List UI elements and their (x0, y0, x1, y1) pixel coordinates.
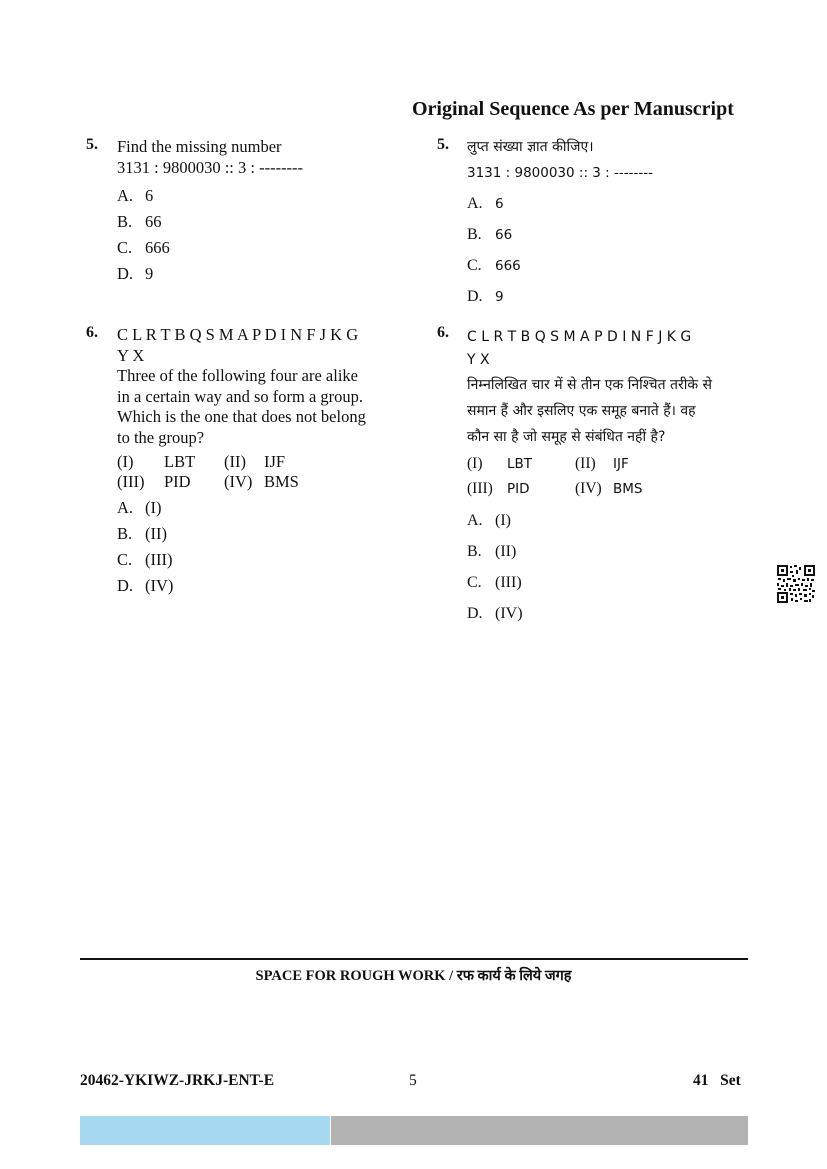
question-line: in a certain way and so form a group. (117, 386, 364, 406)
item-iii: (III) PID (117, 472, 191, 491)
question-line: Which is the one that does not belong (117, 407, 366, 426)
item-iv: (IV) BMS (575, 480, 643, 497)
item-iv: (IV) BMS (224, 472, 299, 491)
page-title: Original Sequence As per Manuscript (412, 98, 734, 120)
letter-series-line-2: Y X (117, 345, 145, 365)
option-b[interactable]: B. 66 (117, 212, 162, 231)
option-b[interactable]: B. 66 (467, 226, 513, 243)
question-prompt: Find the missing number (117, 137, 282, 156)
question-text (117, 324, 407, 448)
question-line: कौन सा है जो समूह से संबंधित नहीं है? (467, 429, 666, 445)
option-a[interactable]: A. (I) (117, 498, 162, 517)
letter-series-line-2: Y X (467, 352, 490, 368)
question-line: Three of the following four are alike (117, 366, 358, 385)
letter-series-line-1: C L R T B Q S M A P D I N F J K G (467, 329, 692, 345)
question-line: समान हैं और इसलिए एक समूह बनाते हैं। वह (467, 403, 696, 419)
set-label: 41 Set (693, 1072, 741, 1089)
qr-code-icon (776, 564, 816, 604)
item-ii: (II) IJF (575, 455, 629, 472)
option-a[interactable]: A. 6 (117, 186, 154, 205)
letter-series (467, 326, 691, 372)
question-series: 3131 : 9800030 :: 3 : -------- (117, 157, 304, 177)
question-prompt: लुप्त संख्या ज्ञात कीजिए। (467, 139, 594, 155)
footer-bar-gray (331, 1116, 748, 1145)
option-d[interactable]: D. 9 (467, 288, 504, 305)
question-5-hindi (437, 136, 767, 316)
option-d[interactable]: D. (IV) (117, 576, 174, 595)
item-i: (I) LBT (467, 455, 533, 472)
question-series: 3131 : 9800030 :: 3 : -------- (467, 165, 653, 181)
question-6-hindi (437, 324, 767, 634)
option-c[interactable]: C. (III) (467, 574, 522, 591)
question-text (117, 136, 407, 178)
option-a[interactable]: A. (I) (467, 512, 511, 529)
option-d[interactable]: D. (IV) (467, 605, 523, 622)
question-number: 6. (86, 324, 98, 341)
letter-series-line-1: C L R T B Q S M A P D I N F J K G (117, 325, 359, 344)
question-line: to the group? (117, 427, 205, 447)
option-c[interactable]: C. (III) (117, 550, 173, 569)
question-5-english (86, 136, 406, 296)
page-number: 5 (409, 1072, 417, 1089)
option-d[interactable]: D. 9 (117, 264, 154, 283)
question-line: निम्नलिखित चार में से तीन एक निश्चित तरीके से (467, 377, 712, 393)
item-ii: (II) IJF (224, 452, 286, 471)
question-text (467, 372, 712, 450)
question-number: 5. (437, 136, 449, 153)
question-number: 6. (437, 324, 449, 341)
item-i: (I) LBT (117, 452, 196, 471)
option-a[interactable]: A. 6 (467, 195, 504, 212)
divider (80, 958, 748, 960)
option-c[interactable]: C. 666 (467, 257, 521, 274)
question-number: 5. (86, 136, 98, 153)
item-iii: (III) PID (467, 480, 530, 497)
option-c[interactable]: C. 666 (117, 238, 170, 257)
footer-bar-blue (80, 1116, 330, 1145)
question-6-english (86, 324, 406, 604)
option-b[interactable]: B. (II) (117, 524, 167, 543)
rough-work-label: SPACE FOR ROUGH WORK / रफ कार्य के लिये जगह (255, 968, 572, 984)
paper-code: 20462-YKIWZ-JRKJ-ENT-E (80, 1072, 275, 1089)
option-b[interactable]: B. (II) (467, 543, 517, 560)
